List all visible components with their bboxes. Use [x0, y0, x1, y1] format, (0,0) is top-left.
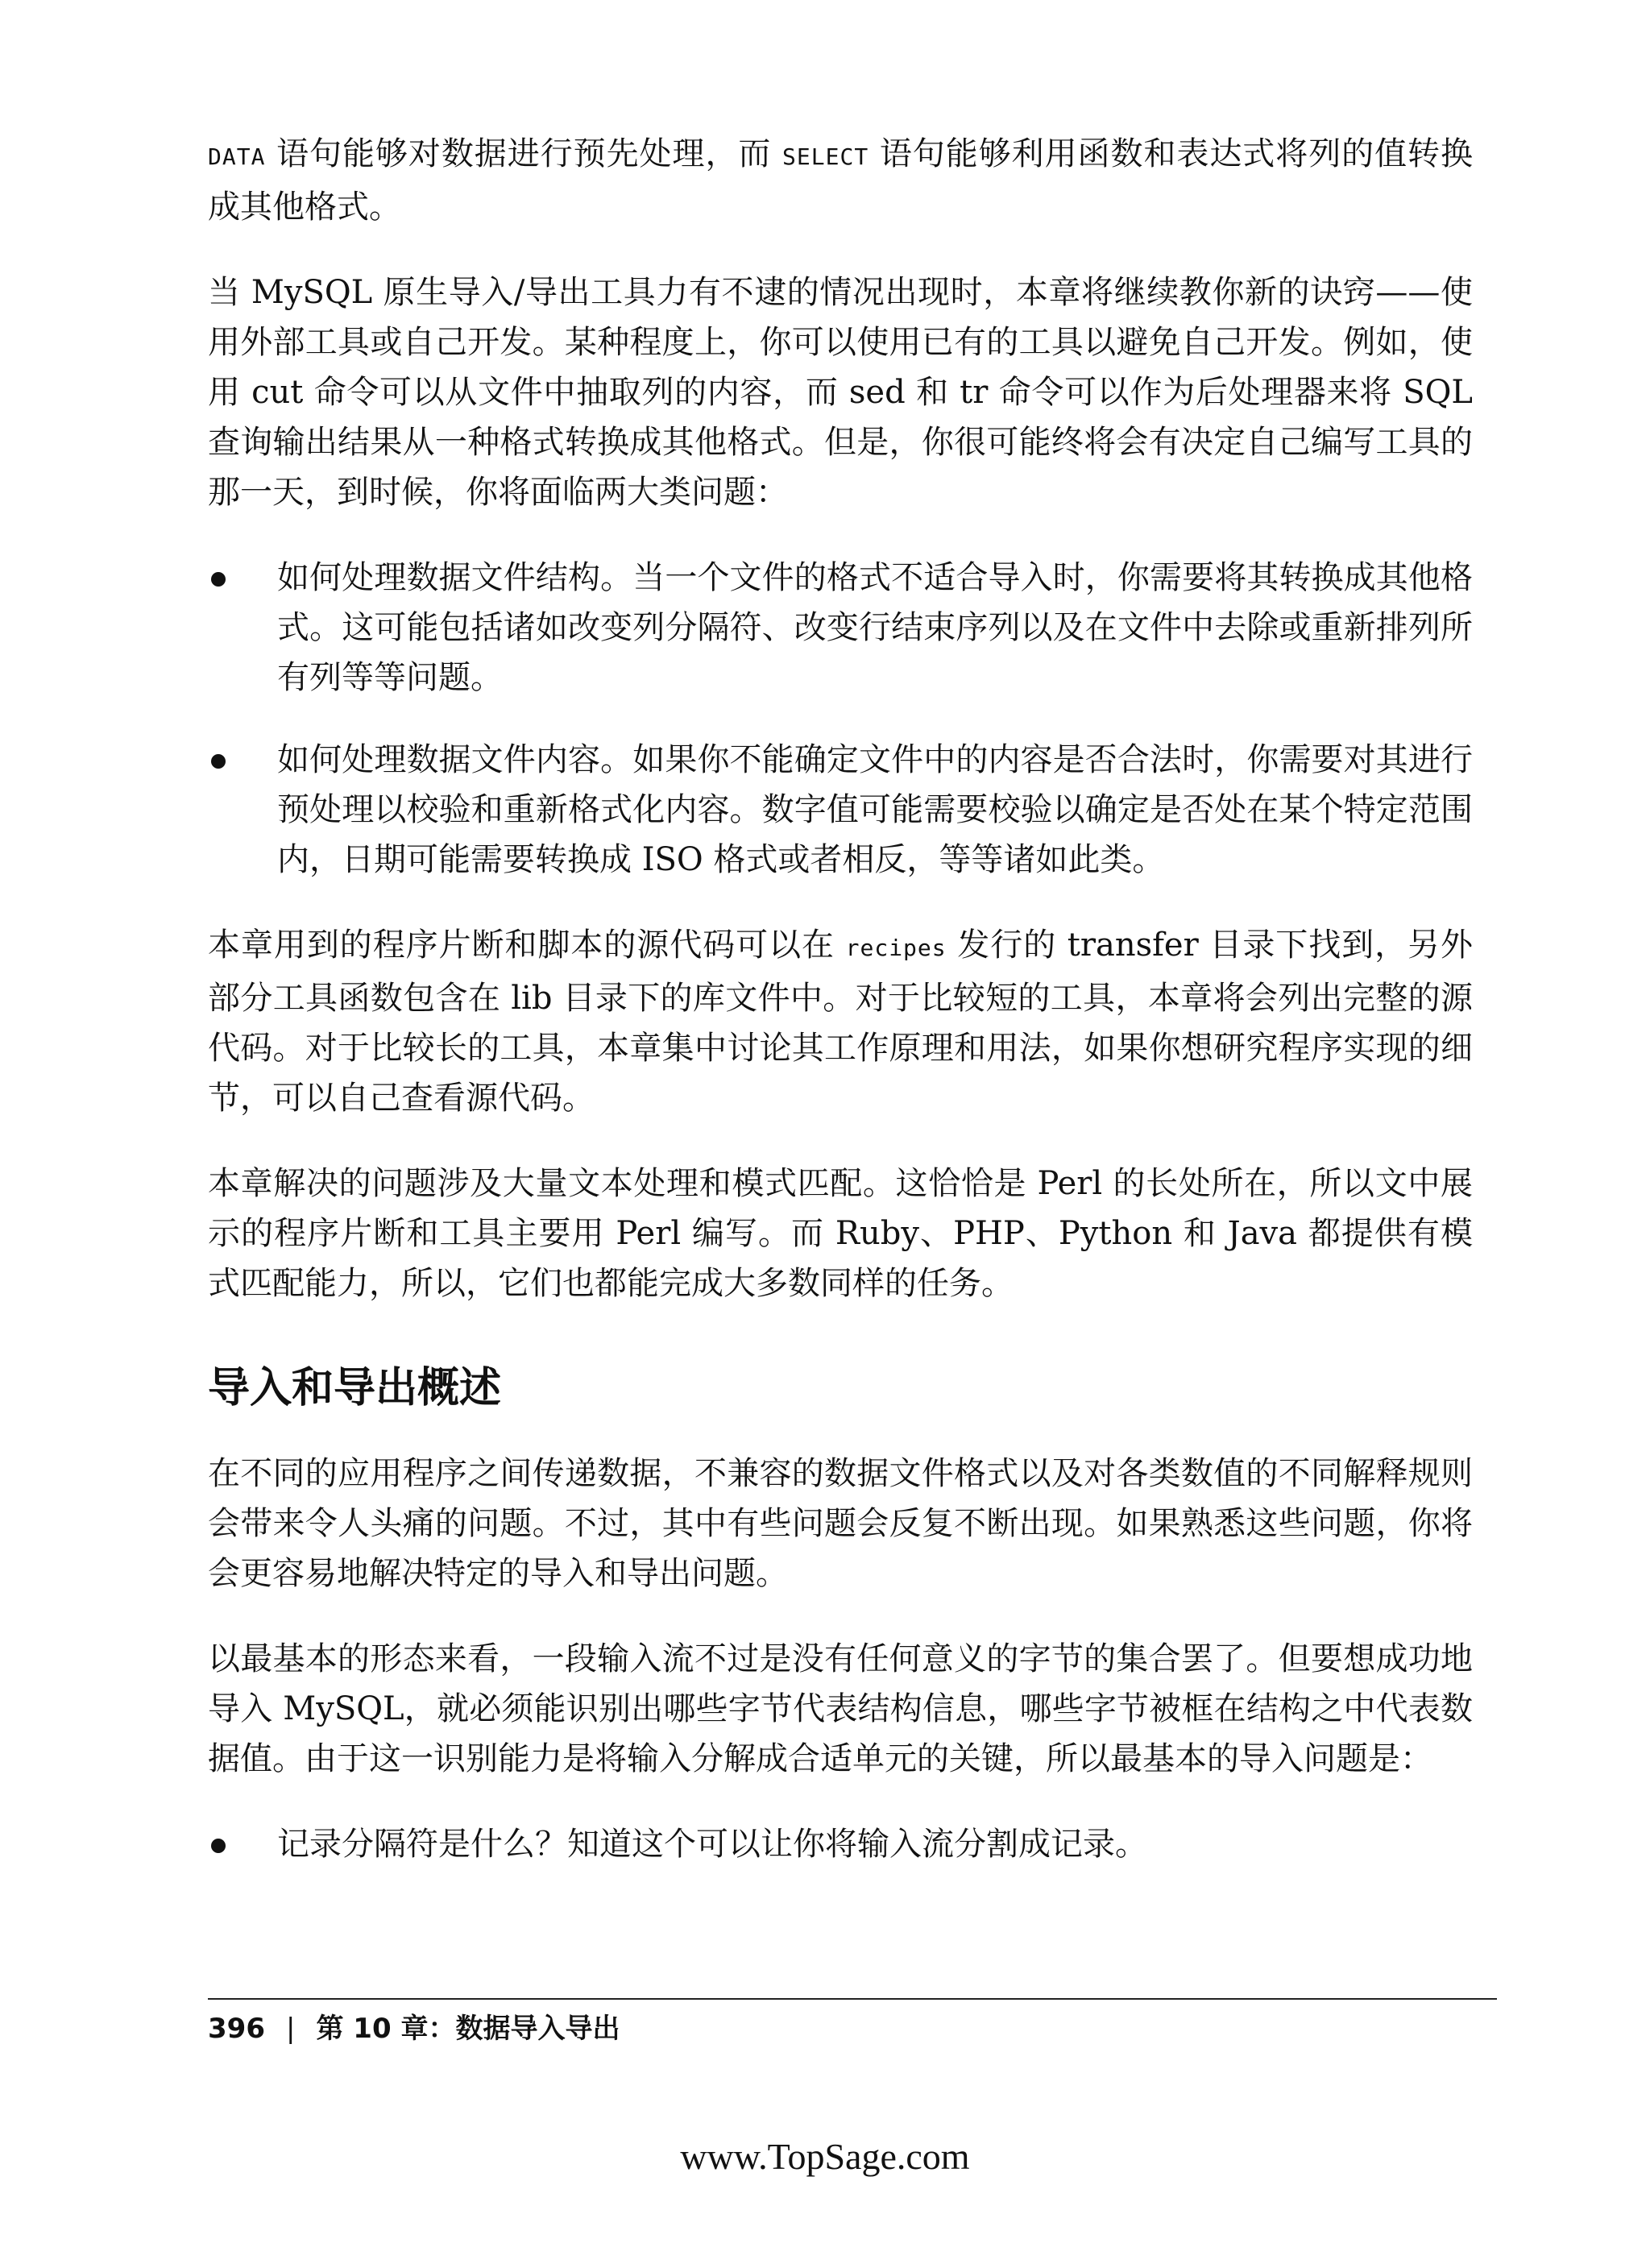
paragraph-text: 语句能够利用函数和表达式将列的值转换成其他格式。	[208, 135, 1474, 226]
paragraph-source-code	[208, 920, 1473, 1123]
paragraph-intro	[208, 129, 1473, 232]
list-item	[208, 553, 1473, 703]
problem-list	[208, 553, 1473, 885]
page-number: 396	[208, 2013, 265, 2045]
import-question-list	[208, 1819, 1473, 1869]
code-data: DATA	[208, 143, 266, 170]
paragraph-input-stream: 以最基本的形态来看，一段输入流不过是没有任何意义的字节的集合罢了。但要想成功地导入 MySQL，就必须能识别出哪些字节代表结构信息，哪些字节被框在结构之中代表数据值。由于这一识别能力是将输入分解成合适单元的关键，所以最基本的导入问题是：	[208, 1640, 1473, 1777]
list-item	[208, 735, 1473, 885]
watermark-url: www.TopSage.com	[680, 2136, 970, 2177]
paragraph-text: 语句能够对数据进行预先处理，而	[265, 135, 783, 172]
list-item-text: 如何处理数据文件结构。当一个文件的格式不适合导入时，你需要将其转换成其他格式。这可能包括诸如改变列分隔符、改变行结束序列以及在文件中去除或重新排列所有列等等问题。	[277, 559, 1473, 696]
footer-separator: |	[285, 2013, 296, 2045]
paragraph-perl: 本章解决的问题涉及大量文本处理和模式匹配。这恰恰是 Perl 的长处所在，所以文中展示的程序片断和工具主要用 Perl 编写。而 Ruby、PHP、Python 和 Java 都提供有模式匹配能力，所以，它们也都能完成大多数同样的任务。	[208, 1165, 1473, 1302]
paragraph-text: 本章用到的程序片断和脚本的源代码可以在	[208, 927, 846, 964]
bullet-icon	[211, 754, 226, 769]
section-heading: 导入和导出概述	[208, 1364, 502, 1412]
code-select: SELECT	[782, 143, 869, 170]
bullet-icon	[211, 572, 226, 587]
bullet-icon	[211, 1839, 226, 1853]
paragraph-text: 发行的 transfer 目录下找到，另外部分工具函数包含在 lib 目录下的库文件中。对于比较短的工具，本章将会列出完整的源代码。对于比较长的工具，本章集中讨论其工作原理和用法，如果你想研究程序实现的细节，可以自己查看源代码。	[208, 927, 1474, 1117]
list-item	[208, 1819, 1473, 1869]
paragraph-overview: 在不同的应用程序之间传递数据，不兼容的数据文件格式以及对各类数值的不同解释规则会带来令人头痛的问题。不过，其中有些问题会反复不断出现。如果熟悉这些问题，你将会更容易地解决特定的导入和导出问题。	[208, 1455, 1473, 1592]
chapter-title: 第 10 章：数据导入导出	[316, 2013, 620, 2045]
footer-divider	[208, 1998, 1497, 2000]
code-recipes: recipes	[845, 935, 947, 961]
page-footer	[208, 2009, 620, 2048]
list-item-text: 如何处理数据文件内容。如果你不能确定文件中的内容是否合法时，你需要对其进行预处理以校验和重新格式化内容。数字值可能需要校验以确定是否处在某个特定范围内，日期可能需要转换成 ISO 格式或者相反，等等诸如此类。	[277, 741, 1473, 878]
page-content	[208, 129, 1473, 1905]
paragraph-tools: 当 MySQL 原生导入/导出工具力有不逮的情况出现时，本章将继续教你新的诀窍——使用外部工具或自己开发。某种程度上，你可以使用已有的工具以避免自己开发。例如，使用 cut 命令可以从文件中抽取列的内容，而 sed 和 tr 命令可以作为后处理器来将 SQL 查询输出结果从一种格式转换成其他格式。但是，你很可能终将会有决定自己编写工具的那一天，到时候，你将面临两大类问题：	[208, 274, 1473, 511]
list-item-text: 记录分隔符是什么？知道这个可以让你将输入流分割成记录。	[277, 1826, 1147, 1863]
